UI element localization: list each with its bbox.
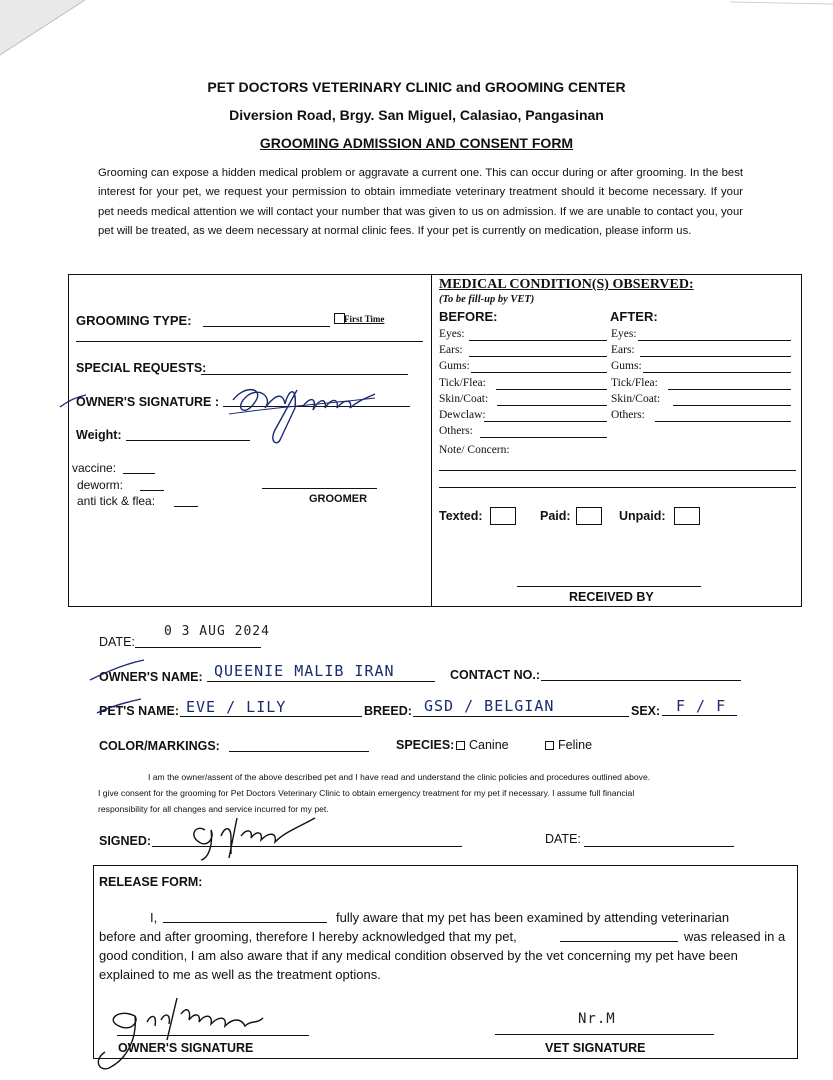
grooming-type-line-2[interactable] bbox=[76, 341, 423, 342]
canine-label: Canine bbox=[469, 738, 509, 752]
sex-value: F / F bbox=[676, 697, 727, 715]
consent-line-1: I am the owner/assent of the above described pet and I have read and understand the clinic policies and procedures outlined above. bbox=[148, 772, 651, 782]
release-owner-signature-label: OWNER'S SIGNATURE bbox=[118, 1041, 254, 1055]
received-by-label: RECEIVED BY bbox=[569, 590, 654, 604]
before_items-label-0: Eyes: bbox=[439, 328, 465, 340]
release-pet-field[interactable] bbox=[560, 941, 678, 942]
before_items-field-0[interactable] bbox=[469, 340, 607, 341]
after_items-label-3: Tick/Flea: bbox=[611, 376, 658, 389]
contact-field[interactable] bbox=[541, 680, 741, 681]
sex-field[interactable] bbox=[662, 715, 737, 716]
date-field[interactable] bbox=[135, 647, 261, 648]
note-line-2[interactable] bbox=[439, 487, 796, 488]
owner-signature-scribble-2 bbox=[185, 814, 325, 864]
feline-checkbox[interactable] bbox=[545, 741, 554, 750]
before_items-label-3: Tick/Flea: bbox=[439, 376, 486, 389]
after_items-field-5[interactable] bbox=[655, 421, 791, 422]
form-title-text: GROOMING ADMISSION AND CONSENT FORM bbox=[259, 135, 574, 151]
before_items-field-1[interactable] bbox=[469, 356, 607, 357]
vaccine-label: vaccine: bbox=[72, 461, 117, 475]
texted-label: Texted: bbox=[439, 509, 483, 523]
weight-label: Weight: bbox=[76, 428, 122, 442]
before_items-label-1: Ears: bbox=[439, 344, 463, 357]
date-label: DATE: bbox=[99, 635, 135, 649]
deworm-label: deworm: bbox=[77, 478, 124, 492]
color-markings-label: COLOR/MARKINGS: bbox=[99, 739, 220, 753]
before-label: BEFORE: bbox=[439, 309, 498, 324]
after_items-field-3[interactable] bbox=[668, 389, 791, 390]
consent-line-2: I give consent for the grooming for Pet Doctors Veterinary Clinic to obtain emergency treatment for my pet if necessary. I assume full financial bbox=[98, 788, 635, 798]
after_items-label-0: Eyes: bbox=[611, 328, 637, 340]
texted-checkbox[interactable] bbox=[490, 507, 516, 525]
received-by-line[interactable] bbox=[517, 586, 701, 587]
vet-sign-line[interactable] bbox=[495, 1034, 714, 1035]
clinic-name: PET DOCTORS VETERINARY CLINIC and GROOMING CENTER bbox=[207, 79, 626, 95]
before_items-field-3[interactable] bbox=[496, 389, 607, 390]
owner-name-field[interactable] bbox=[207, 681, 435, 682]
breed-label: BREED: bbox=[364, 704, 412, 718]
sex-label: SEX: bbox=[631, 704, 661, 718]
pet-name-value: EVE / LILY bbox=[186, 698, 287, 716]
owners-check-mark bbox=[58, 393, 88, 413]
grooming-type-field[interactable] bbox=[203, 326, 330, 327]
note-line-1[interactable] bbox=[439, 470, 796, 471]
pet-name-check-mark bbox=[95, 697, 145, 717]
owners-signature-label: OWNER'S SIGNATURE : bbox=[76, 395, 220, 409]
release-form-title: RELEASE FORM: bbox=[99, 875, 203, 889]
species-label: SPECIES: bbox=[396, 738, 455, 752]
owner-name-label: OWNER'S NAME: bbox=[99, 670, 203, 684]
after_items-field-2[interactable] bbox=[643, 372, 791, 373]
release-i-label: I, bbox=[150, 910, 158, 925]
signed-label: SIGNED: bbox=[99, 834, 152, 848]
anti-tick-label: anti tick & flea: bbox=[77, 494, 156, 508]
canine-checkbox[interactable] bbox=[456, 741, 465, 750]
feline-label: Feline bbox=[558, 738, 593, 752]
anti-tick-field[interactable] bbox=[174, 506, 198, 507]
medical-title: MEDICAL CONDITION(S) OBSERVED: bbox=[439, 277, 694, 292]
owner-name-value: QUEENIE MALIB IRAN bbox=[214, 662, 395, 680]
deworm-field[interactable] bbox=[140, 490, 164, 491]
medical-subtitle: (To be fill-up by VET) bbox=[439, 294, 535, 305]
vet-signature-label: VET SIGNATURE bbox=[545, 1041, 646, 1055]
pet-name-field[interactable] bbox=[180, 716, 362, 717]
groomer-line[interactable] bbox=[262, 488, 377, 489]
release-name-field[interactable] bbox=[163, 922, 327, 923]
after_items-field-4[interactable] bbox=[673, 405, 791, 406]
clinic-address: Diversion Road, Brgy. San Miguel, Calasiao, Pangasinan bbox=[229, 107, 604, 123]
special-requests-field[interactable] bbox=[201, 374, 408, 375]
release-line-1: fully aware that my pet has been examined by attending veterinarian bbox=[336, 910, 730, 925]
after-label: AFTER: bbox=[610, 309, 658, 324]
release-line-3: good condition, I am also aware that if any medical condition observed by the vet concerning my pet have been bbox=[99, 948, 738, 963]
before_items-label-2: Gums: bbox=[439, 360, 470, 373]
date-stamp: 0 3 AUG 2024 bbox=[164, 624, 270, 639]
before_items-field-5[interactable] bbox=[484, 421, 607, 422]
before_items-field-2[interactable] bbox=[471, 372, 607, 373]
breed-field[interactable] bbox=[413, 716, 629, 717]
after_items-field-0[interactable] bbox=[638, 340, 791, 341]
special-requests-label: SPECIAL REQUESTS: bbox=[76, 361, 207, 375]
vet-initials: Nr.M bbox=[578, 1011, 616, 1027]
scan-edge-shadow bbox=[0, 0, 833, 80]
panel-divider bbox=[431, 274, 432, 607]
release-line-2: before and after grooming, therefore I hereby acknowledged that my pet, bbox=[99, 929, 517, 944]
after_items-label-5: Others: bbox=[611, 409, 645, 421]
breed-value: GSD / BELGIAN bbox=[424, 697, 555, 715]
before_items-label-5: Dewclaw: bbox=[439, 409, 486, 421]
owner-signature-scribble-1 bbox=[225, 378, 385, 448]
after_items-label-2: Gums: bbox=[611, 360, 642, 373]
owner-signature-scribble-3 bbox=[95, 996, 275, 1076]
form-title bbox=[0, 135, 833, 151]
before_items-field-4[interactable] bbox=[497, 405, 607, 406]
grooming-type-label: GROOMING TYPE: bbox=[76, 313, 192, 328]
paid-checkbox[interactable] bbox=[576, 507, 602, 525]
first-time-label: First Time bbox=[344, 314, 385, 324]
groomer-label: GROOMER bbox=[309, 493, 368, 505]
unpaid-label: Unpaid: bbox=[619, 509, 666, 523]
after_items-label-1: Ears: bbox=[611, 344, 635, 357]
paid-label: Paid: bbox=[540, 509, 571, 523]
release-line-2b: was released in a bbox=[684, 929, 786, 944]
consent-date-field[interactable] bbox=[584, 846, 734, 847]
before_items-field-6[interactable] bbox=[480, 437, 607, 438]
unpaid-checkbox[interactable] bbox=[674, 507, 700, 525]
note-concern-label: Note/ Concern: bbox=[439, 444, 510, 456]
consent-line-3: responsibility for all changes and service incurred for my pet. bbox=[98, 804, 329, 814]
consent-date-label: DATE: bbox=[545, 832, 581, 846]
owner-name-check-mark bbox=[88, 658, 148, 684]
before_items-label-6: Others: bbox=[439, 425, 473, 438]
color-markings-field[interactable] bbox=[229, 751, 369, 752]
pet-name-label: PET'S NAME: bbox=[99, 704, 180, 718]
contact-label: CONTACT NO.: bbox=[450, 668, 541, 682]
release-line-4: explained to me as well as the treatment options. bbox=[99, 967, 381, 982]
before_items-label-4: Skin/Coat: bbox=[439, 392, 489, 405]
vaccine-field[interactable] bbox=[123, 473, 155, 474]
after_items-label-4: Skin/Coat: bbox=[611, 392, 661, 405]
intro-paragraph: Grooming can expose a hidden medical problem or aggravate a current one. This can occur during or after grooming. In the best interest for your pet, we request your permission to obtain immediate veterinary treatment should it become necessary. If your pet needs medical attention we will contact your number that was given to us on admission. If we are unable to contact you, your pet will be treated, as we deem necessary at normal clinic fees. If your pet is currently on medication, please inform us. bbox=[98, 167, 743, 237]
after_items-field-1[interactable] bbox=[640, 356, 791, 357]
